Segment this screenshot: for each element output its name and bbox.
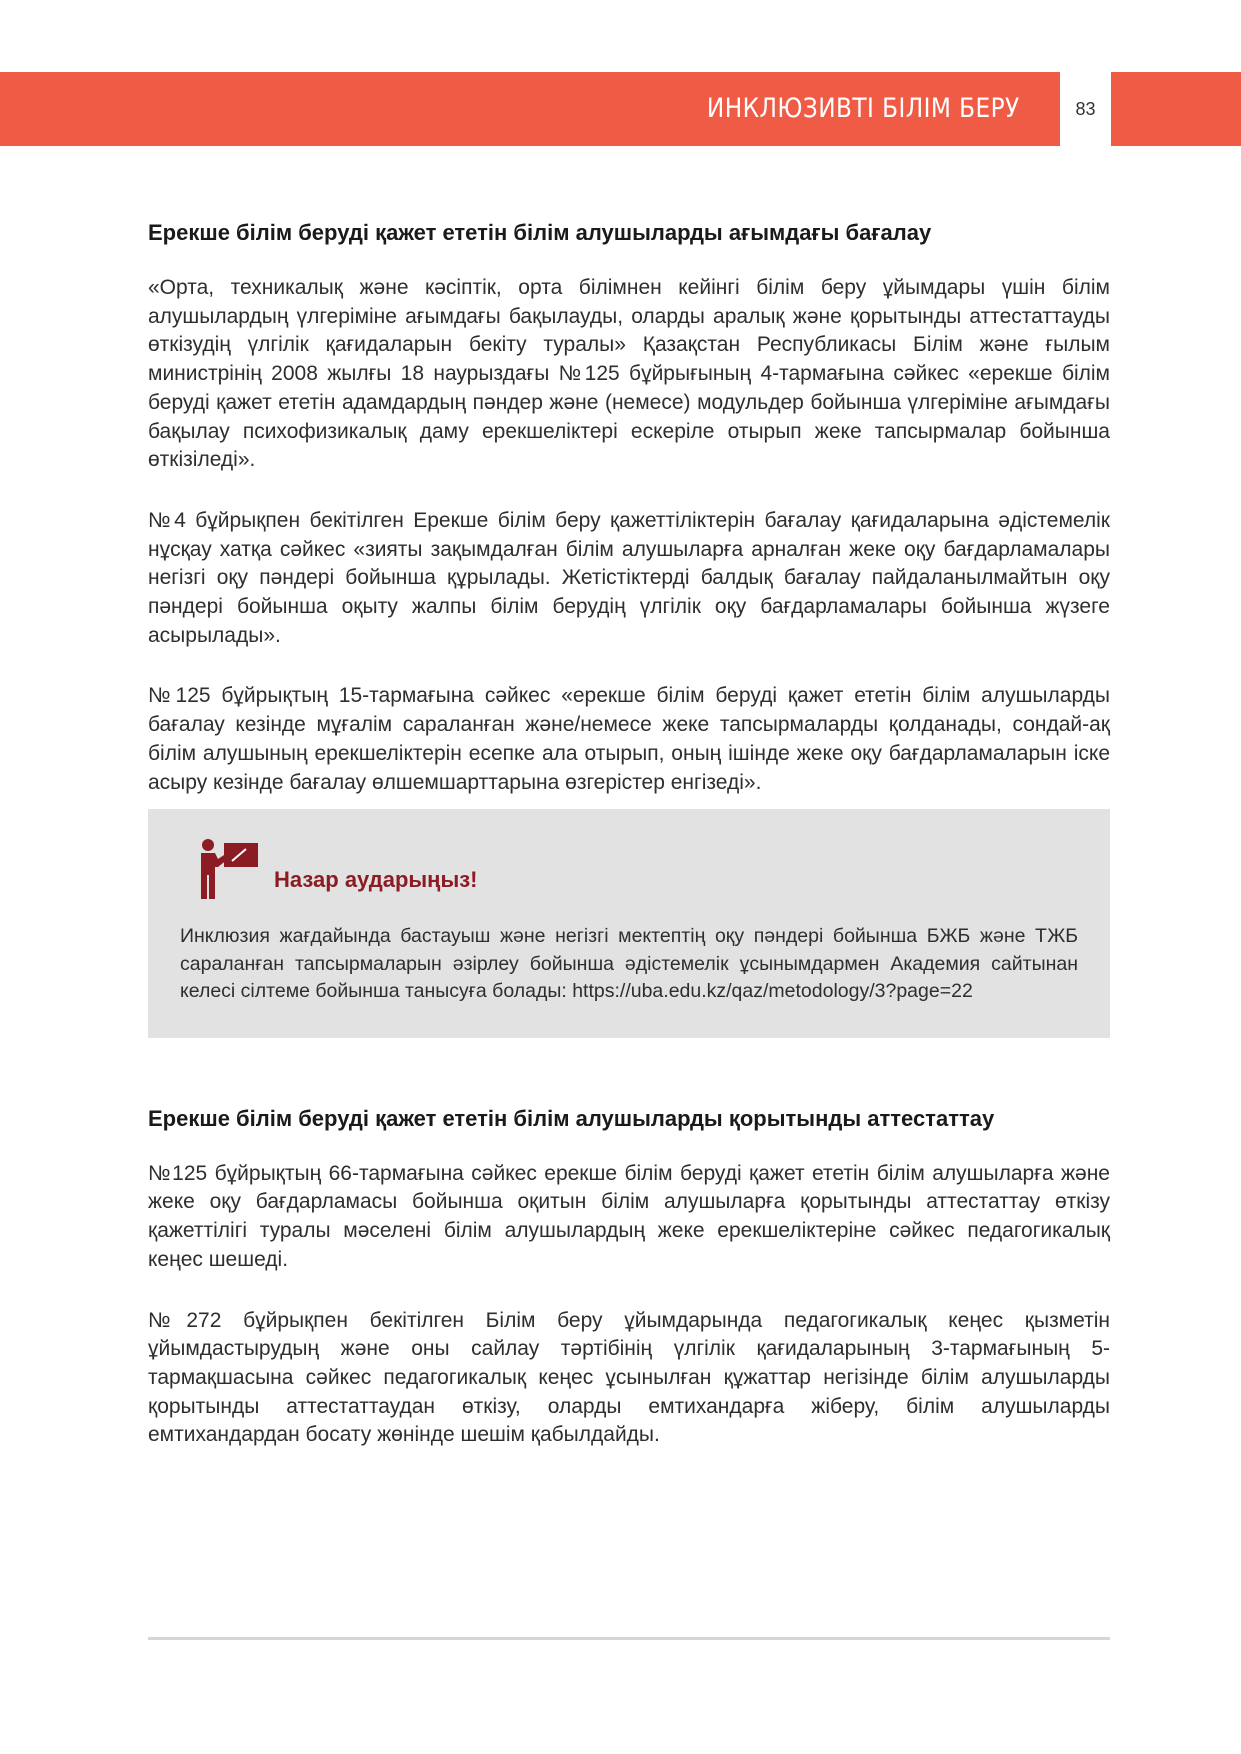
attention-note-box xyxy=(148,809,1110,1038)
section-heading-current-assessment: Ерекше білім беруді қажет ететін білім алушыларды ағымдағы бағалау xyxy=(148,220,932,245)
paragraph: №272 бұйрықпен бекітілген Білім беру ұйымдарында педагогикалық кеңес қызметін ұйымдастырудың және оны сайлау тәртібінің үлгілік қағидаларының 3-тармағының 5-тармақшасына сәйкес педагогикалық кеңес ұсынылған құжаттар негізінде білім алушыларды қорытынды аттестаттаудан өткізу, оларды емтихандарға жіберу, білім алушыларды емтихандардан босату жөнінде шешім қабылдайды. xyxy=(148,1308,1110,1447)
paragraph: №4 бұйрықпен бекітілген Ерекше білім беру қажеттіліктерін бағалау қағидаларына әдістемелік нұсқау хатқа сәйкес «зияты зақымдалған білім алушыларға арналған жеке оқу бағдарламалары негізгі оқу пәндері бойынша құрылады. Жетістіктерді балдық бағалау пайдаланылмайтын оқу пәндері бойынша оқыту жалпы білім берудің үлгілік оқу бағдарламалары бойынша жүзеге асырылады». xyxy=(148,508,1110,647)
teacher-at-board-icon xyxy=(196,837,262,901)
header-title: ИНКЛЮЗИВТІ БІЛІМ БЕРУ xyxy=(707,93,1020,124)
paragraph: «Орта, техникалық және кәсіптік, орта білімнен кейінгі білім беру ұйымдары үшін білім алушылардың үлгеріміне ағымдағы бақылауды, оларды аралық және қорытынды аттестаттауды өткізудің үлгілік қағидаларын бекіту туралы» Қазақстан Республикасы Білім және ғылым министрінің 2008 жылғы 18 наурыздағы №125 бұйрығының 4-тармағына сәйкес «ерекше білім беруді қажет ететін адамдардың пәндер және (немесе) модульдер бойынша үлгеріміне ағымдағы бақылау психофизикалық даму ерекшеліктері ескеріле отырып жеке тапсырмалар бойынша өткізіледі». xyxy=(148,276,1110,472)
note-title: Назар аударыңыз! xyxy=(274,867,478,893)
footer-divider xyxy=(148,1637,1110,1640)
note-header xyxy=(180,837,1078,901)
page-content xyxy=(148,218,1110,1482)
note-text: Инклюзия жағдайында бастауыш және негізгі мектептің оқу пәндері бойынша БЖБ және ТЖБ сараланған тапсырмаларын әзірлеу бойынша әдістемелік ұсынымдармен Академия сайтынан келесі сілтеме бойынша танысуға болады: https://uba.edu.kz/qaz/metodology/3?page=22 xyxy=(180,925,1078,1003)
paragraph: №125 бұйрықтың 15-тармағына сәйкес «ерекше білім беруді қажет ететін білім алушыларды бағалау кезінде мұғалім сараланған және/немесе жеке тапсырмаларды қолданады, сондай-ақ білім алушының ерекшеліктерін есепке ала отырып, оның ішінде жеке оқу бағдарламаларын іске асыру кезінде бағалау өлшемшарттарына өзгерістер енгізеді». xyxy=(148,684,1110,794)
section-heading-final-attestation: Ерекше білім беруді қажет ететін білім алушыларды қорытынды аттестаттау xyxy=(148,1105,995,1131)
page-number: 83 xyxy=(1075,99,1096,119)
header-accent-block xyxy=(1111,72,1241,146)
paragraph: №125 бұйрықтың 66-тармағына сәйкес ерекше білім беруді қажет ететін білім алушыларға және жеке оқу бағдарламасы бойынша оқитын білім алушыларға қорытынды аттестаттау өткізу қажеттілігі туралы мәселені білім алушылардың жеке ерекшеліктеріне сәйкес педагогикалық кеңес шешеді. xyxy=(148,1161,1110,1271)
header-bar xyxy=(0,72,1060,146)
